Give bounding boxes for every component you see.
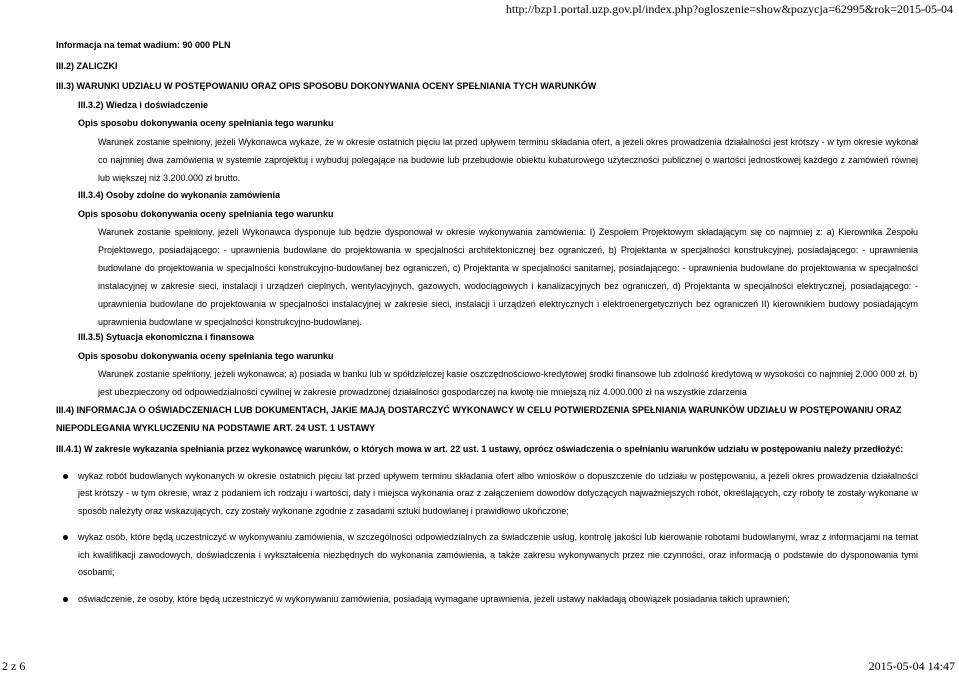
wadium-info: Informacja na temat wadium: 90 000 PLN xyxy=(56,40,231,50)
bullet-icon xyxy=(63,474,68,479)
list-item-text: wykaz osób, które będą uczestniczyć w wykonywaniu zamówienia, w szczególności odpowiedzialnych za świadczenie usług, kontrolę jakości lub kierowanie robotami budowlanymi, wraz z informacjami na temat ich kwalifikacji zawodowych, doświadczenia i wykształcenia niezbędnych do wykonania zamówienia, a także zakresu wykonywanych przez nie czynności, oraz informacją o podstawie do dysponowania tymi osobami; xyxy=(78,532,918,578)
list-item xyxy=(56,468,918,521)
list-item xyxy=(56,529,918,582)
list-item-text: wykaz robót budowlanych wykonanych w okresie ostatnich pięciu lat przed upływem terminu składania ofert albo wniosków o dopuszczenie do udziału w postępowaniu, a jeżeli okres prowadzenia działalności jest krótszy - w tym okresie, wraz z podaniem ich rodzaju i wartości, daty i miejsca wykonania oraz z załączeniem dowodów dotyczących najważniejszych robót, określających, czy roboty te zostały wykonane w sposób należyty oraz wskazujących, czy zostały wykonane zgodnie z zasadami sztuki budowlanej i prawidłowo ukończone; xyxy=(78,470,918,516)
section-334-subtitle: Opis sposobu dokonywania oceny spełniania tego warunku xyxy=(78,208,334,219)
page-url: http://bzp1.portal.uzp.gov.pl/index.php?ogloszenie=show&pozycja=62995&rok=2015-05-04 xyxy=(505,2,953,16)
section-zaliczki: III.2) ZALICZKI xyxy=(56,60,118,71)
documents-list xyxy=(56,468,918,609)
print-datetime: 2015-05-04 14:47 xyxy=(868,659,955,673)
section-34-title: III.4) INFORMACJA O OŚWIADCZENIACH LUB DOKUMENTACH, JAKIE MAJĄ DOSTARCZYĆ WYKONAWCY W CELU POTWIERDZENIA SPEŁNIANIA WARUNKÓW UDZIAŁU W POSTĘPOWANIU ORAZ NIEPODLEGANIA WYKLUCZENIU NA PODSTAWIE ART. 24 UST. 1 USTAWY xyxy=(56,405,902,434)
section-335-subtitle: Opis sposobu dokonywania oceny spełniania tego warunku xyxy=(78,350,334,361)
list-item-text: oświadczenie, że osoby, które będą uczestniczyć w wykonywaniu zamówienia, posiadają wymagane uprawnienia, jeżeli ustawy nakładają obowiązek posiadania takich uprawnień; xyxy=(78,593,790,604)
section-341-title: III.4.1) W zakresie wykazania spełniania przez wykonawcę warunków, o których mowa w art. 22 ust. 1 ustawy, oprócz oświadczenia o spełnianiu warunków udziału w postępowaniu należy przedłożyć: xyxy=(56,444,904,455)
section-332-text: Warunek zostanie spełniony, jeżeli Wykonawca wykaże, że w okresie ostatnich pięciu lat przed upływem terminu składania ofert, a jeżeli okres prowadzenia działalności jest krótszy - w tym okresie wykonał co najmniej dwa zamówienia w systemie zaprojektuj i wybuduj polegające na budowie lub przebudowie obiektu kubaturowego użyteczności publicznej o wartości jednostkowej każdego z zamówień równej lub większej niż 3.200.000 zł brutto. xyxy=(98,136,918,183)
bullet-icon xyxy=(63,535,68,540)
section-334-title: III.3.4) Osoby zdolne do wykonania zamówienia xyxy=(78,189,281,200)
page-number: 2 z 6 xyxy=(2,659,26,673)
section-334-text: Warunek zostanie spełniony, jeżeli Wykonawca dysponuje lub będzie dysponował w okresie wykonywania zamówienia: I) Zespołem Projektowym składającym się co najmniej z: a) Kierownika Zespołu Projektowego, posiadającego: - uprawnienia budowlane do projektowania w specjalności architektonicznej bez ograniczeń, b) Projektanta w specjalności konstrukcyjnej, posiadającego: - uprawnienia budowlane do projektowania w specjalności konstrukcyjno-budowlanej bez ograniczeń, c) Projektanta w specjalności sanitarnej, posiadającego: - uprawnienia budowlane do projektowania w specjalności instalacyjnej w zakresie sieci, instalacji i urządzeń cieplnych, wentylacyjnych, gazowych, wodociągowych i kanalizacyjnych bez ograniczeń, d) Projektanta w specjalności elektrycznej, posiadającego: - uprawnienia budowlane do projektowania w specjalności instalacyjnej w zakresie sieci, instalacji i urządzeń elektrycznych i elektroenergetycznych bez ograniczeń II) kierownikiem budowy posiadającym uprawnienia budowlane w specjalności konstrukcyjno-budowlanej. xyxy=(98,227,918,328)
document-body xyxy=(56,37,918,608)
section-335-text: Warunek zostanie spełniony, jeżeli wykonawca; a) posiada w banku lub w spółdzielczej kasie oszczędnościowo-kredytowej środki finansowe lub zdolność kredytową w wysokości co najmniej 2.000 000 zł. b) jest ubezpieczony od odpowiedzialności cywilnej w zakresie prowadzonej działalności gospodarczej na kwotę nie mniejszą niż 4.000.000 zł na wszystkie zdarzenia xyxy=(98,369,918,398)
section-warunki-title: III.3) WARUNKI UDZIAŁU W POSTĘPOWANIU ORAZ OPIS SPOSOBU DOKONYWANIA OCENY SPEŁNIANIA TYCH WARUNKÓW xyxy=(56,81,597,92)
section-332-title: III.3.2) Wiedza i doświadczenie xyxy=(78,99,208,110)
bullet-icon xyxy=(63,597,68,602)
section-335-title: III.3.5) Sytuacja ekonomiczna i finansowa xyxy=(78,332,255,343)
section-332-subtitle: Opis sposobu dokonywania oceny spełniania tego warunku xyxy=(78,118,334,129)
list-item xyxy=(56,591,918,609)
